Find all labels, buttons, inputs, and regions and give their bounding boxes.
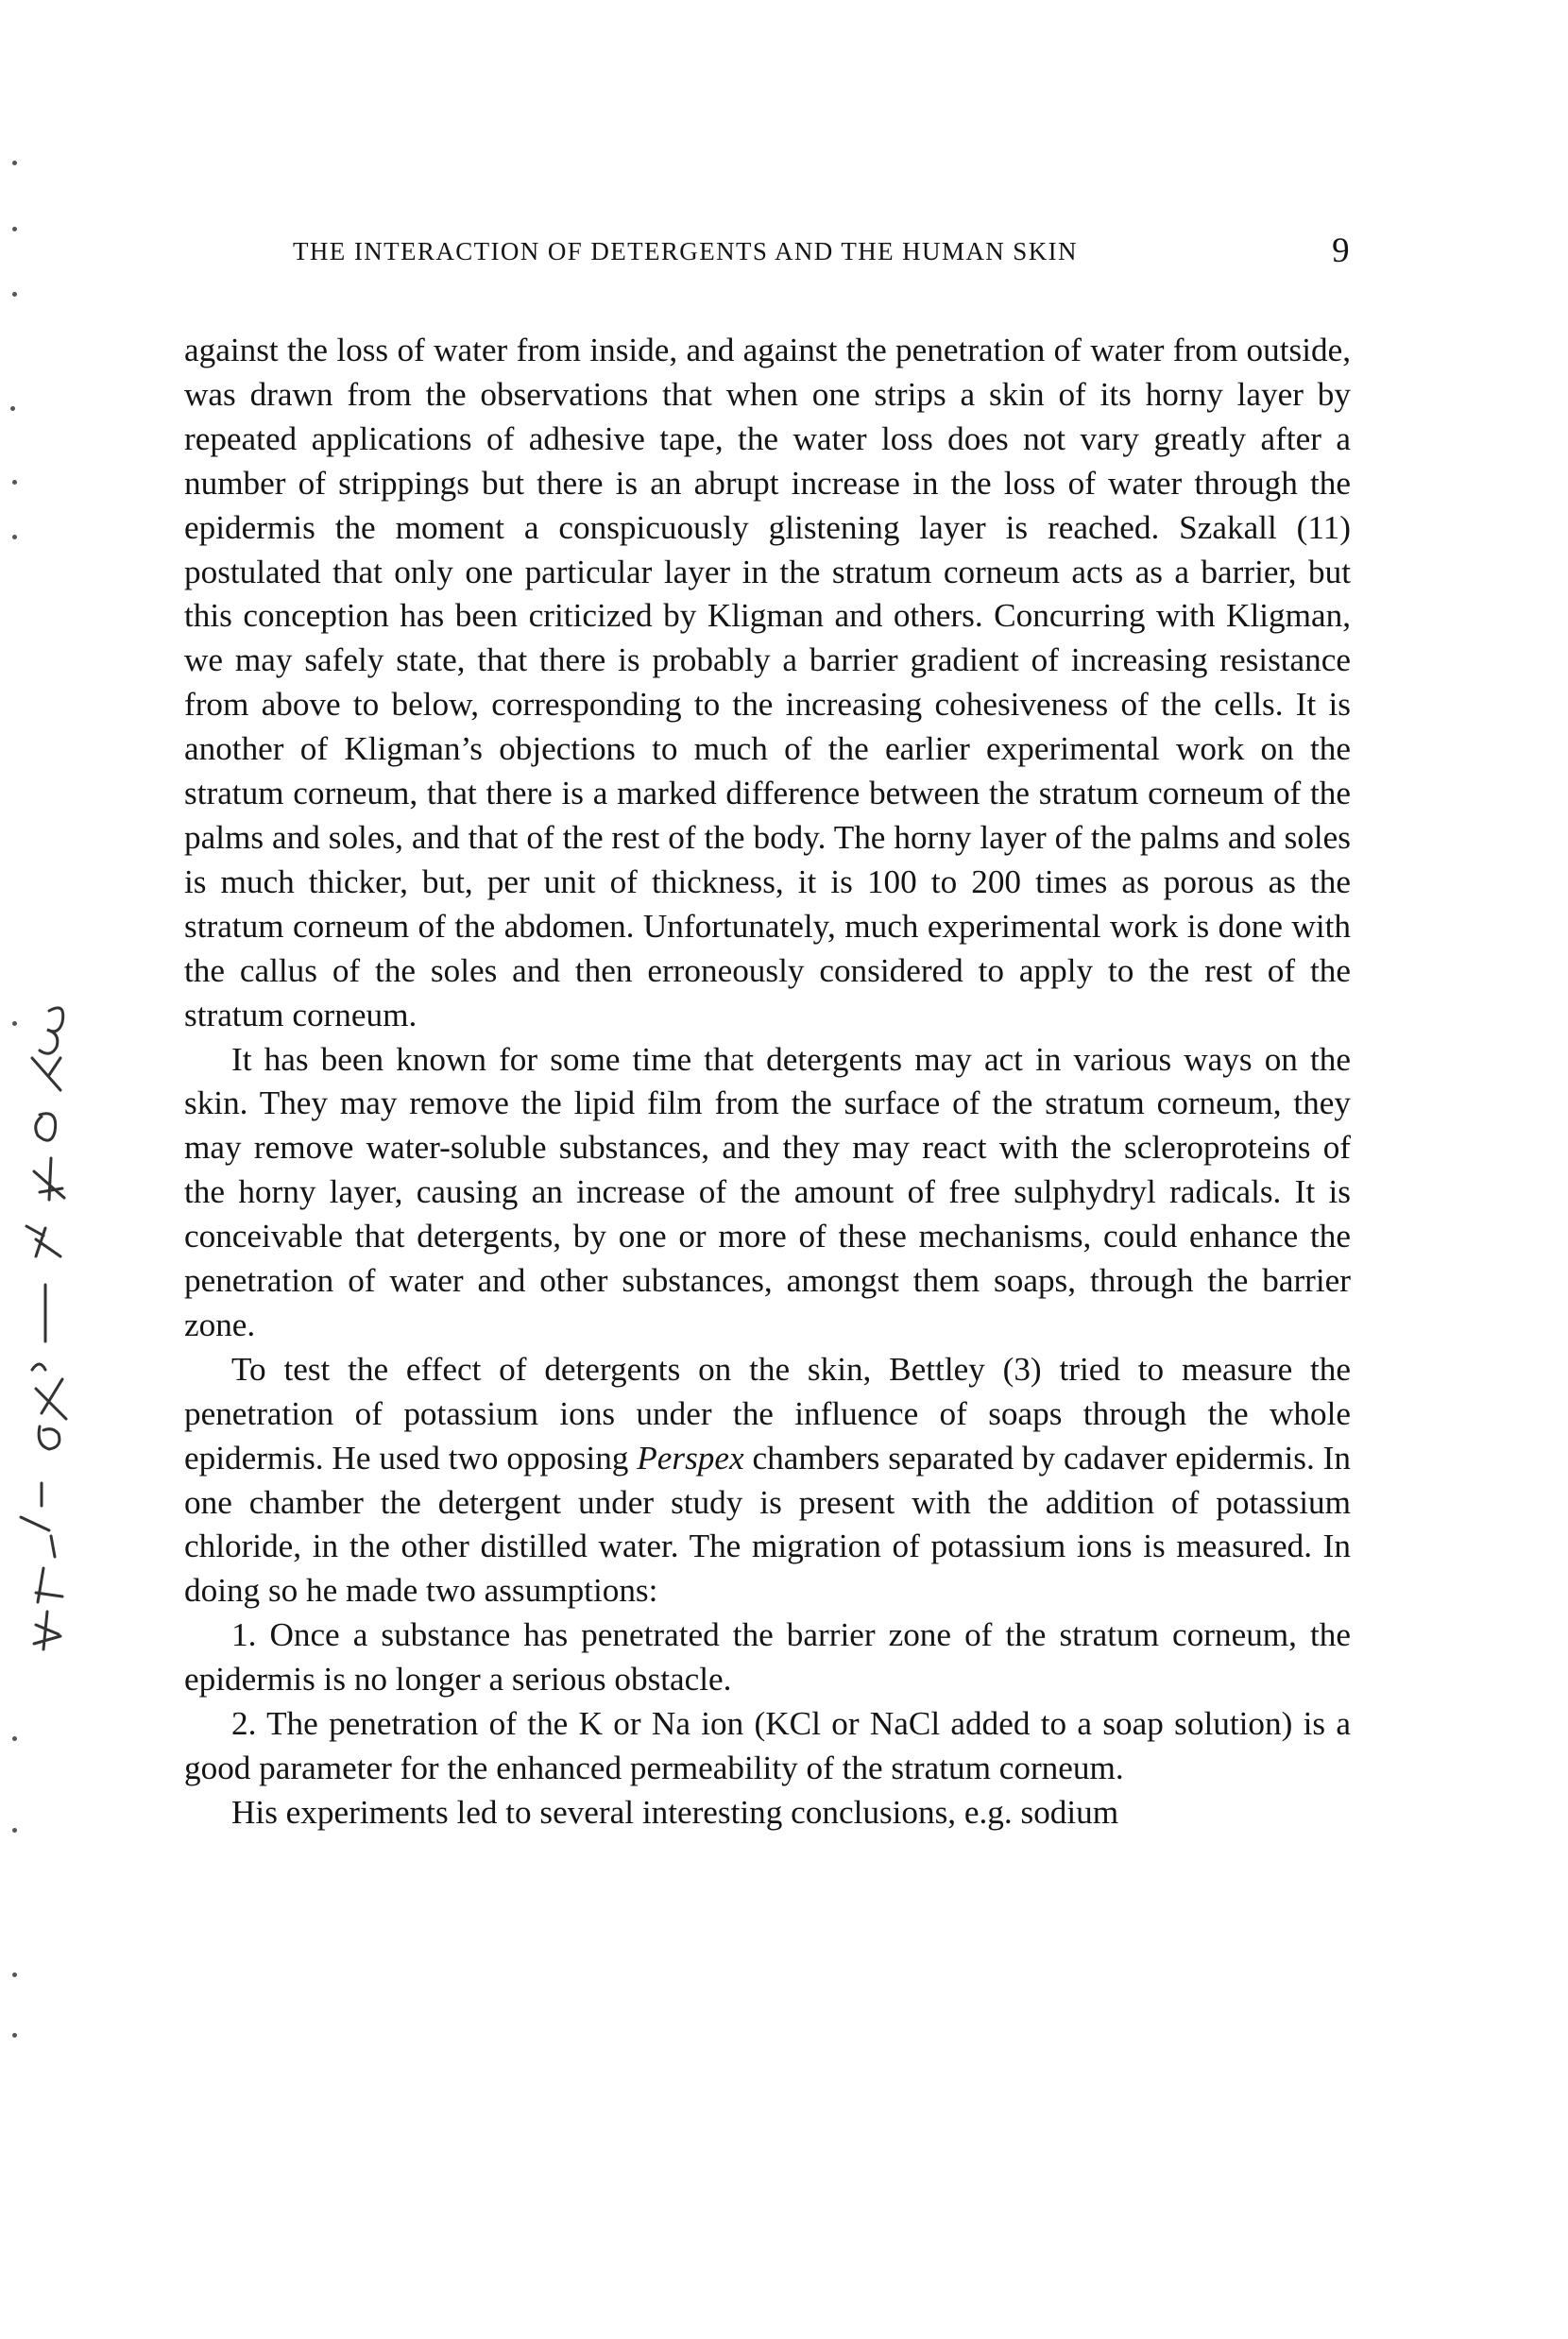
scan-speck: [12, 480, 17, 485]
scan-speck: [12, 1828, 17, 1833]
paragraph-text: chambers separated by cadaver epidermis. In one chamber the detergent under study is present with the addition of potassium chloride, in the other distilled water. The migration of potassium ions is measured. In doing so he made two assumptions:: [184, 1439, 1351, 1610]
running-header: [184, 230, 1351, 272]
scan-speck: [12, 1972, 17, 1977]
paragraph: It has been known for some time that detergents may act in various ways on the skin. They may remove the lipid film from the surface of the stratum corneum, they may remove water-soluble substances, and they may react with the scleroproteins of the horny layer, causing an increase of the amount of free sulphydryl radicals. It is conceivable that detergents, by one or more of these mechanisms, could enhance the penetration of water and other substances, amongst them soaps, through the barrier zone.: [184, 1040, 1351, 1343]
running-title: THE INTERACTION OF DETERGENTS AND THE HUMAN SKIN: [293, 237, 1078, 265]
paragraph-text: To test the effect of detergents on the skin, Bettley (3) tried to measure the penetration of potassium ions under the influence of soaps through the whole epidermis. He used two opposing: [184, 1350, 1351, 1477]
italic-term: Perspex: [637, 1439, 744, 1477]
paragraph: against the loss of water from inside, and against the penetration of water from outside, was drawn from the observations that when one strips a skin of its horny layer by repeated applications of adhesive tape, the water loss does not vary greatly after a number of strippings but there is an abrupt increase in the loss of water through the epidermis the moment a conspicuously glistening layer is reached. Szakall (11) postulated that only one particular layer in the stratum corneum acts as a barrier, but this conception has been criticized by Kligman and others. Concurring with Kligman, we may safely state, that there is probably a barrier gradient of increasing resistance from above to below, corresponding to the increasing cohesiveness of the cells. It is another of Kligman’s objections to much of the earlier experimental work on the stratum corneum, that there is a marked difference between the stratum corneum of the palms and soles, and that of the rest of the body. The horny layer of the palms and soles is much thicker, but, per unit of thickness, it is 100 to 200 times as porous as the stratum corneum of the abdomen. Unfortunately, much experimental work is done with the callus of the soles and then erroneously considered to apply to the rest of the stratum corneum.: [184, 332, 1351, 1033]
paragraph: His experiments led to several interesting conclusions, e.g. sodium: [231, 1793, 1119, 1831]
paragraph: [184, 1348, 1351, 1613]
scan-speck: [12, 2033, 17, 2038]
scan-speck: [12, 161, 17, 165]
list-item: 1. Once a substance has penetrated the barrier zone of the stratum corneum, the epidermis is no longer a serious obstacle.: [184, 1616, 1351, 1699]
scan-speck: [10, 406, 15, 411]
page-number: 9: [1332, 231, 1351, 270]
scan-speck: [12, 535, 17, 539]
scan-speck: [12, 227, 17, 231]
scan-speck: [12, 292, 17, 297]
list-item: 2. The penetration of the K or Na ion (KCl or NaCl added to a soap solution) is a good parameter for the enhanced permeability of the stratum corneum.: [184, 1705, 1351, 1786]
handwritten-margin-note: [8, 973, 83, 1823]
body-text: [184, 329, 1351, 1835]
